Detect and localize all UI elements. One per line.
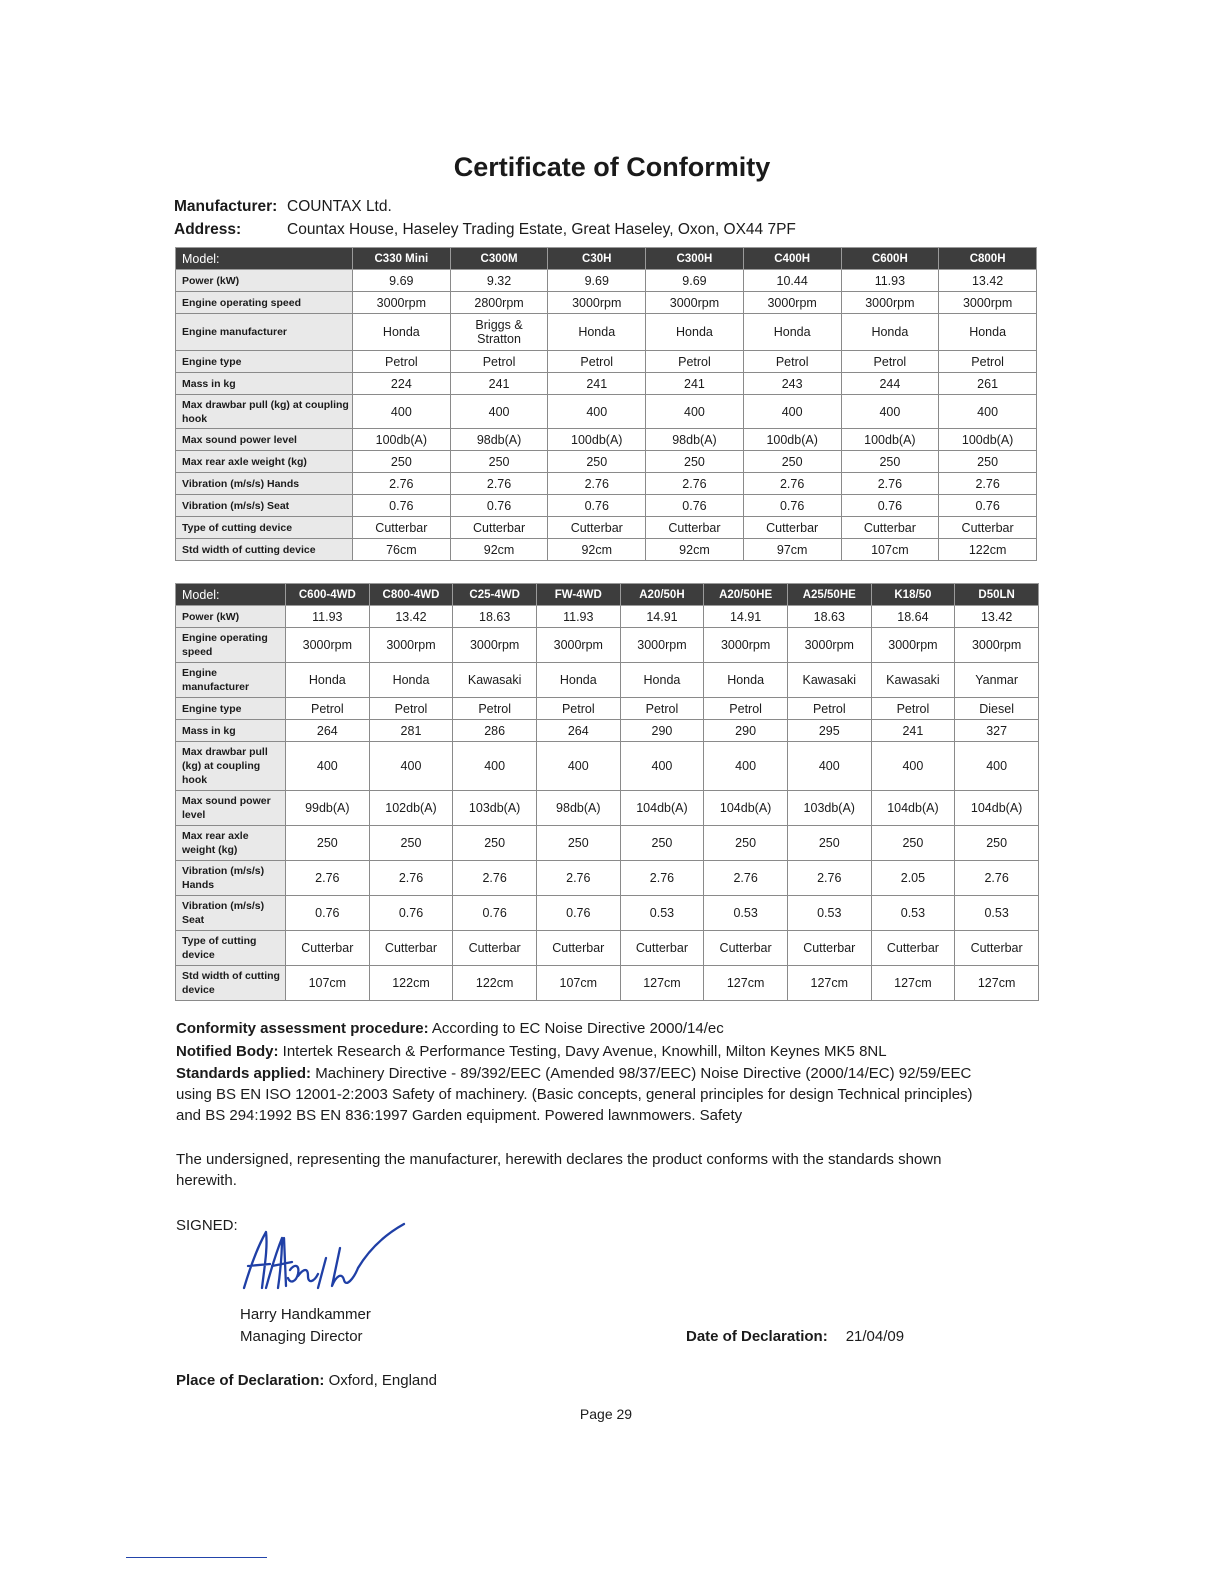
table-cell: Kawasaki (787, 663, 871, 698)
table-cell: 0.76 (286, 896, 370, 931)
table-cell: 0.76 (743, 495, 841, 517)
row-label: Engine operating speed (176, 628, 286, 663)
table-cell: 250 (286, 826, 370, 861)
table-cell: Honda (548, 314, 646, 351)
table-cell: 261 (939, 373, 1037, 395)
table-cell: Cutterbar (704, 931, 788, 966)
table-cell: 92cm (450, 539, 548, 561)
row-label: Engine manufacturer (176, 663, 286, 698)
table-cell: 400 (369, 742, 453, 791)
table-cell: 2.76 (286, 861, 370, 896)
table-cell: Cutterbar (743, 517, 841, 539)
table-cell: 97cm (743, 539, 841, 561)
place-of-declaration (176, 1370, 437, 1391)
table-cell: 2.76 (704, 861, 788, 896)
table-cell: 11.93 (536, 606, 620, 628)
table-cell: 18.63 (453, 606, 537, 628)
date-value: 21/04/09 (845, 1328, 905, 1345)
table-row (176, 966, 1039, 1001)
table-cell: 295 (787, 720, 871, 742)
signed-label: SIGNED: (176, 1217, 238, 1234)
table-cell: 11.93 (841, 270, 939, 292)
table-cell: 400 (646, 395, 744, 429)
table-cell: 281 (369, 720, 453, 742)
table-cell: 104db(A) (620, 791, 704, 826)
table-cell: 103db(A) (787, 791, 871, 826)
table-cell: 104db(A) (704, 791, 788, 826)
table-cell: 100db(A) (353, 429, 451, 451)
table-row (176, 429, 1037, 451)
header-model-name: C30H (548, 248, 646, 270)
row-label: Max rear axle weight (kg) (176, 826, 286, 861)
row-label: Max sound power level (176, 791, 286, 826)
header-model-name: C800-4WD (369, 584, 453, 606)
table-cell: 224 (353, 373, 451, 395)
table-cell: Petrol (453, 698, 537, 720)
table-cell: 2.76 (369, 861, 453, 896)
table-cell: 122cm (453, 966, 537, 1001)
table-cell: 250 (620, 826, 704, 861)
header-model-name: C330 Mini (353, 248, 451, 270)
table-cell: 2.76 (743, 473, 841, 495)
date-of-declaration (686, 1326, 904, 1347)
table-row (176, 606, 1039, 628)
row-label: Engine operating speed (176, 292, 353, 314)
table-cell: Honda (353, 314, 451, 351)
header-model-name: D50LN (955, 584, 1039, 606)
address-value: Countax House, Haseley Trading Estate, Great Haseley, Oxon, OX44 7PF (287, 221, 796, 238)
table-cell: 400 (536, 742, 620, 791)
header-model-name: A25/50HE (787, 584, 871, 606)
table-cell: 2.76 (450, 473, 548, 495)
table-cell: Petrol (369, 698, 453, 720)
table-cell: 0.53 (704, 896, 788, 931)
table-cell: 127cm (787, 966, 871, 1001)
table-cell: 0.53 (955, 896, 1039, 931)
table-cell: 3000rpm (536, 628, 620, 663)
table-cell: Honda (939, 314, 1037, 351)
table-cell: 122cm (939, 539, 1037, 561)
table-cell: 3000rpm (548, 292, 646, 314)
table-cell: 3000rpm (841, 292, 939, 314)
table-cell: 92cm (548, 539, 646, 561)
table-cell: Honda (620, 663, 704, 698)
table-cell: Petrol (536, 698, 620, 720)
table-cell: 107cm (286, 966, 370, 1001)
signer-name: Harry Handkammer (240, 1306, 371, 1323)
row-label: Std width of cutting device (176, 966, 286, 1001)
table-cell: 250 (871, 826, 955, 861)
table-cell: 400 (939, 395, 1037, 429)
table-cell: Yanmar (955, 663, 1039, 698)
table-cell: Briggs & Stratton (450, 314, 548, 351)
header-model-label: Model: (176, 584, 286, 606)
row-label: Type of cutting device (176, 517, 353, 539)
table-cell: 9.69 (548, 270, 646, 292)
table-cell: 107cm (841, 539, 939, 561)
page-title: Certificate of Conformity (453, 152, 771, 182)
table-cell: Cutterbar (871, 931, 955, 966)
row-label: Std width of cutting device (176, 539, 353, 561)
declaration-statement: The undersigned, representing the manufacturer, herewith declares the product conforms with the standards shown herewith. (176, 1151, 942, 1189)
row-label: Max sound power level (176, 429, 353, 451)
table-cell: 2.76 (939, 473, 1037, 495)
table-cell: 400 (704, 742, 788, 791)
table-cell: 3000rpm (704, 628, 788, 663)
table-cell: Cutterbar (939, 517, 1037, 539)
table-cell: 2.76 (620, 861, 704, 896)
table-cell: 400 (620, 742, 704, 791)
table-cell: 0.76 (841, 495, 939, 517)
table-cell: 400 (787, 742, 871, 791)
table-cell: 3000rpm (620, 628, 704, 663)
table-cell: 100db(A) (743, 429, 841, 451)
table-row (176, 292, 1037, 314)
table-cell: Petrol (548, 351, 646, 373)
manufacturer-label: Manufacturer: (174, 198, 278, 215)
table-cell: 290 (620, 720, 704, 742)
table-cell: 2.76 (955, 861, 1039, 896)
row-label: Mass in kg (176, 373, 353, 395)
row-label: Engine type (176, 351, 353, 373)
table-cell: 250 (646, 451, 744, 473)
address-line (174, 221, 796, 239)
table-cell: Kawasaki (871, 663, 955, 698)
table-header-row (176, 248, 1037, 270)
table-cell: 13.42 (955, 606, 1039, 628)
table-cell: 127cm (871, 966, 955, 1001)
header-model-name: FW-4WD (536, 584, 620, 606)
standards-applied (176, 1063, 976, 1126)
table-cell: 18.63 (787, 606, 871, 628)
table-row (176, 720, 1039, 742)
table-cell: Honda (841, 314, 939, 351)
table-row (176, 628, 1039, 663)
table-cell: 127cm (704, 966, 788, 1001)
footer-rule (126, 1557, 267, 1558)
table-row (176, 495, 1037, 517)
table-cell: Cutterbar (620, 931, 704, 966)
table-row (176, 663, 1039, 698)
table-cell: 250 (939, 451, 1037, 473)
table-row (176, 931, 1039, 966)
table-row (176, 791, 1039, 826)
table-cell: 2.76 (453, 861, 537, 896)
table-cell: 0.76 (453, 896, 537, 931)
table-cell: 2.05 (871, 861, 955, 896)
header-model-name: A20/50H (620, 584, 704, 606)
table-cell: 2.76 (548, 473, 646, 495)
table-cell: 400 (286, 742, 370, 791)
header-model-name: A20/50HE (704, 584, 788, 606)
header-model-name: K18/50 (871, 584, 955, 606)
place-value: Oxford, England (328, 1372, 437, 1389)
header-model-name: C300H (646, 248, 744, 270)
table-cell: Diesel (955, 698, 1039, 720)
table-cell: Cutterbar (548, 517, 646, 539)
table-cell: 2800rpm (450, 292, 548, 314)
table-cell: Honda (369, 663, 453, 698)
table-cell: 400 (955, 742, 1039, 791)
header-model-label: Model: (176, 248, 353, 270)
table-cell: 9.69 (646, 270, 744, 292)
standards-label: Standards applied: (176, 1065, 312, 1082)
row-label: Power (kW) (176, 270, 353, 292)
table-cell: 250 (548, 451, 646, 473)
table-cell: 3000rpm (646, 292, 744, 314)
table-row (176, 896, 1039, 931)
manufacturer-value: COUNTAX Ltd. (287, 198, 392, 215)
table-cell: 102db(A) (369, 791, 453, 826)
table-cell: Petrol (450, 351, 548, 373)
table-cell: 13.42 (369, 606, 453, 628)
signer-title: Managing Director (240, 1328, 363, 1345)
table-cell: 99db(A) (286, 791, 370, 826)
header-model-name: C300M (450, 248, 548, 270)
table-cell: Petrol (286, 698, 370, 720)
table-cell: 400 (743, 395, 841, 429)
table-cell: 122cm (369, 966, 453, 1001)
table-cell: 0.53 (620, 896, 704, 931)
table-cell: 2.76 (646, 473, 744, 495)
table-cell: 241 (646, 373, 744, 395)
table-cell: 11.93 (286, 606, 370, 628)
table-cell: 9.32 (450, 270, 548, 292)
table-cell: Honda (704, 663, 788, 698)
table-cell: 2.76 (353, 473, 451, 495)
table-cell: 100db(A) (841, 429, 939, 451)
table-cell: Petrol (743, 351, 841, 373)
table-cell: 250 (353, 451, 451, 473)
table-cell: 100db(A) (548, 429, 646, 451)
table-cell: 241 (548, 373, 646, 395)
table-cell: 107cm (536, 966, 620, 1001)
table-cell: 250 (955, 826, 1039, 861)
table-cell: 98db(A) (646, 429, 744, 451)
table-cell: 264 (536, 720, 620, 742)
table-cell: 13.42 (939, 270, 1037, 292)
table-row (176, 451, 1037, 473)
table-cell: Petrol (871, 698, 955, 720)
table-cell: 3000rpm (369, 628, 453, 663)
table-cell: Honda (286, 663, 370, 698)
table-cell: 250 (841, 451, 939, 473)
table-cell: 14.91 (704, 606, 788, 628)
table-cell: Petrol (841, 351, 939, 373)
assessment-value: According to EC Noise Directive 2000/14/ec (431, 1020, 724, 1037)
table-cell: 3000rpm (743, 292, 841, 314)
table-cell: 0.76 (548, 495, 646, 517)
row-label: Vibration (m/s/s) Seat (176, 896, 286, 931)
table-cell: 104db(A) (955, 791, 1039, 826)
table-cell: 18.64 (871, 606, 955, 628)
table-cell: 0.76 (536, 896, 620, 931)
table-row (176, 698, 1039, 720)
table-cell: Cutterbar (286, 931, 370, 966)
table-row (176, 517, 1037, 539)
table-row (176, 395, 1037, 429)
table-cell: 290 (704, 720, 788, 742)
table-cell: 241 (450, 373, 548, 395)
table-row (176, 742, 1039, 791)
table-cell: 0.76 (450, 495, 548, 517)
table-cell: 400 (353, 395, 451, 429)
table-cell: 14.91 (620, 606, 704, 628)
table-cell: Petrol (787, 698, 871, 720)
table-cell: 250 (450, 451, 548, 473)
header-model-name: C25-4WD (453, 584, 537, 606)
table-cell: 264 (286, 720, 370, 742)
table-cell: 0.76 (353, 495, 451, 517)
table-cell: 400 (871, 742, 955, 791)
table-cell: 3000rpm (787, 628, 871, 663)
place-label: Place of Declaration: (176, 1372, 325, 1389)
table-cell: 127cm (955, 966, 1039, 1001)
table-cell: 250 (787, 826, 871, 861)
table-cell: 250 (743, 451, 841, 473)
row-label: Vibration (m/s/s) Seat (176, 495, 353, 517)
table-cell: 98db(A) (536, 791, 620, 826)
table-cell: 92cm (646, 539, 744, 561)
table-cell: 0.76 (939, 495, 1037, 517)
table-cell: 0.53 (787, 896, 871, 931)
row-label: Engine type (176, 698, 286, 720)
table-cell: 100db(A) (939, 429, 1037, 451)
notified-body-label: Notified Body: (176, 1043, 279, 1060)
table-row (176, 473, 1037, 495)
date-label: Date of Declaration: (686, 1328, 828, 1345)
table-cell: Cutterbar (841, 517, 939, 539)
standards-value: Machinery Directive - 89/392/EEC (Amended 98/37/EEC) Noise Directive (2000/14/EC) 92/59/EEC using BS EN ISO 12001-2:2003 Safety of machinery. (Basic concepts, general principles for design Technical principles) and BS 294:1992 BS EN 836:1997 Garden equipment. Powered lawnmowers. Safety (176, 1065, 973, 1124)
table-cell: 104db(A) (871, 791, 955, 826)
table-row (176, 861, 1039, 896)
header-model-name: C600-4WD (286, 584, 370, 606)
table-cell: 2.76 (536, 861, 620, 896)
address-label: Address: (174, 221, 242, 238)
row-label: Vibration (m/s/s) Hands (176, 473, 353, 495)
table-cell: 0.76 (646, 495, 744, 517)
table-cell: 3000rpm (453, 628, 537, 663)
table-cell: 0.76 (369, 896, 453, 931)
table-cell: Honda (646, 314, 744, 351)
table-row (176, 539, 1037, 561)
table-cell: Kawasaki (453, 663, 537, 698)
row-label: Max drawbar pull (kg) at coupling hook (176, 742, 286, 791)
table-cell: 103db(A) (453, 791, 537, 826)
row-label: Power (kW) (176, 606, 286, 628)
table-cell: 250 (536, 826, 620, 861)
table-cell: 400 (548, 395, 646, 429)
assessment-label: Conformity assessment procedure: (176, 1020, 429, 1037)
handwritten-signature (236, 1218, 416, 1296)
table-cell: 3000rpm (286, 628, 370, 663)
manufacturer-line (174, 198, 392, 216)
header-model-name: C800H (939, 248, 1037, 270)
table-cell: Petrol (620, 698, 704, 720)
table-cell: 3000rpm (871, 628, 955, 663)
table-cell: 243 (743, 373, 841, 395)
table-cell: 286 (453, 720, 537, 742)
table-cell: 3000rpm (353, 292, 451, 314)
table-row (176, 314, 1037, 351)
table-cell: 0.53 (871, 896, 955, 931)
table-cell: Honda (536, 663, 620, 698)
table-cell: 3000rpm (955, 628, 1039, 663)
table-cell: 3000rpm (939, 292, 1037, 314)
header-model-name: C600H (841, 248, 939, 270)
table-cell: 250 (453, 826, 537, 861)
table-cell: Petrol (939, 351, 1037, 373)
table-row (176, 826, 1039, 861)
table-cell: 98db(A) (450, 429, 548, 451)
table-cell: Cutterbar (453, 931, 537, 966)
table-cell: 244 (841, 373, 939, 395)
table-cell: Cutterbar (450, 517, 548, 539)
table-row (176, 351, 1037, 373)
table-cell: 127cm (620, 966, 704, 1001)
table-cell: 400 (453, 742, 537, 791)
table-cell: 327 (955, 720, 1039, 742)
table-cell: Cutterbar (955, 931, 1039, 966)
table-cell: Petrol (704, 698, 788, 720)
row-label: Mass in kg (176, 720, 286, 742)
table-cell: Cutterbar (369, 931, 453, 966)
table-row (176, 373, 1037, 395)
row-label: Vibration (m/s/s) Hands (176, 861, 286, 896)
table-cell: 10.44 (743, 270, 841, 292)
table-cell: Petrol (353, 351, 451, 373)
table-cell: 400 (450, 395, 548, 429)
spec-table-2 (175, 583, 1039, 1001)
table-row (176, 270, 1037, 292)
notified-body (176, 1041, 887, 1062)
row-label: Max rear axle weight (kg) (176, 451, 353, 473)
table-cell: Honda (743, 314, 841, 351)
table-cell: 241 (871, 720, 955, 742)
assessment-procedure (176, 1018, 724, 1039)
table-cell: 400 (841, 395, 939, 429)
page-number: Page 29 (579, 1406, 633, 1422)
table-cell: Cutterbar (787, 931, 871, 966)
table-cell: Cutterbar (353, 517, 451, 539)
notified-body-value: Intertek Research & Performance Testing, Davy Avenue, Knowhill, Milton Keynes MK5 8NL (282, 1043, 887, 1060)
row-label: Max drawbar pull (kg) at coupling hook (176, 395, 353, 429)
table-cell: Petrol (646, 351, 744, 373)
table-header-row (176, 584, 1039, 606)
table-cell: 250 (704, 826, 788, 861)
table-cell: 250 (369, 826, 453, 861)
table-cell: Cutterbar (536, 931, 620, 966)
table-cell: 76cm (353, 539, 451, 561)
table-cell: 2.76 (841, 473, 939, 495)
header-model-name: C400H (743, 248, 841, 270)
table-cell: 9.69 (353, 270, 451, 292)
table-cell: Cutterbar (646, 517, 744, 539)
row-label: Type of cutting device (176, 931, 286, 966)
spec-table-1 (175, 247, 1037, 561)
table-cell: 2.76 (787, 861, 871, 896)
row-label: Engine manufacturer (176, 314, 353, 351)
